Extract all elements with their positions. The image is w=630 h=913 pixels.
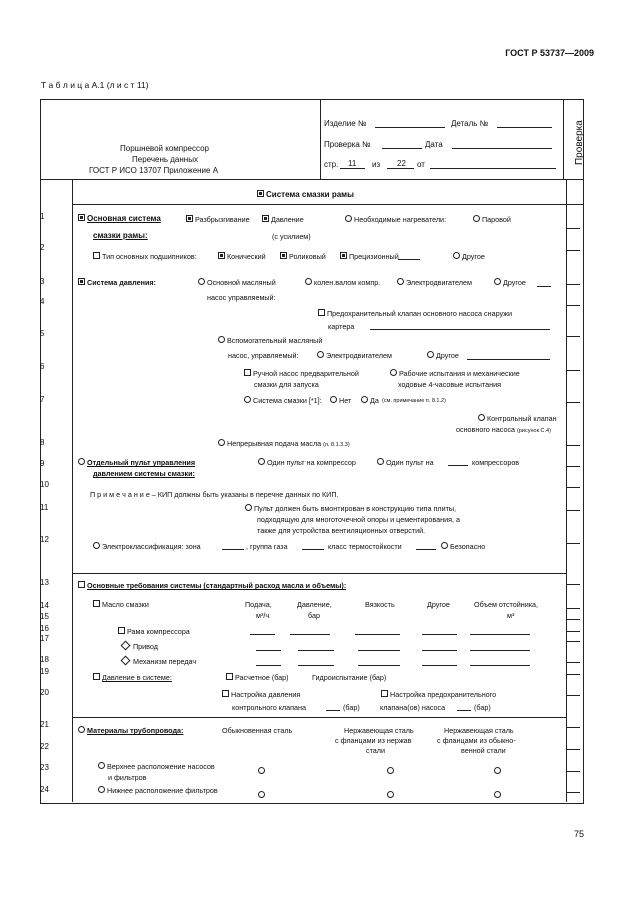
compressors-count-field[interactable] [448, 465, 468, 466]
radio-icon [441, 542, 448, 549]
row-number: 6 [40, 362, 45, 371]
other-header: Другое [427, 600, 450, 609]
lower-ssc-radio[interactable] [494, 785, 503, 803]
from-field[interactable] [430, 168, 556, 169]
page-label: стр. [324, 160, 339, 169]
relief-field[interactable] [370, 329, 550, 330]
row-number: 20 [40, 688, 49, 697]
yes-option[interactable]: Да [361, 396, 379, 405]
check-tick [566, 284, 580, 285]
check-tick [566, 584, 580, 585]
tests-option[interactable]: Рабочие испытания и механические [390, 369, 520, 378]
safe-option[interactable]: Безопасно [441, 542, 485, 551]
from-label: от [417, 160, 425, 169]
radio-icon [494, 791, 501, 798]
electro-class-option[interactable]: Электроклассификация: зона [93, 542, 201, 551]
steam-option[interactable]: Паровой [473, 215, 511, 224]
spray-option[interactable]: Разбрызгивание [186, 215, 250, 224]
lower-location-option[interactable]: Нижнее расположение фильтров [98, 786, 218, 795]
radio-icon [258, 767, 265, 774]
checked-box-icon [78, 214, 85, 221]
other-option[interactable]: Другое [494, 278, 526, 287]
detail-no-label: Деталь № [451, 119, 489, 128]
page-number: 75 [573, 829, 584, 839]
check-tick [566, 370, 580, 371]
ss-header3: стали [366, 746, 386, 755]
upper-carbon-radio[interactable] [258, 761, 267, 779]
title-line2: Перечень данных [132, 155, 198, 164]
radio-icon [361, 396, 368, 403]
radio-icon [198, 278, 205, 285]
check-tick [566, 250, 580, 251]
yes-note: (см. примечание п. 8.1.2) [382, 398, 446, 404]
ss-header2: с фланцами из нержав [335, 736, 412, 745]
feed-header: Подача, [245, 600, 272, 609]
check-no-label: Проверка № [324, 140, 371, 149]
force-note: (с усилием) [272, 232, 311, 241]
checkbox-icon [93, 252, 100, 259]
checkbox-icon [93, 673, 100, 680]
num-column-line [72, 179, 73, 802]
plate-option[interactable]: Пульт должен быть вмонтирован в конструкцию типа плиты, [245, 504, 456, 513]
volume-header: Объем отстойника, [474, 600, 539, 609]
check-tick [566, 641, 580, 642]
aux-other-option[interactable]: Другое [427, 351, 459, 360]
detail-no-field[interactable] [497, 127, 552, 128]
radio-icon [305, 278, 312, 285]
row-number: 1 [40, 212, 45, 221]
title-bottom [40, 179, 583, 180]
check-column-line [566, 179, 567, 802]
other-option[interactable]: Другое [453, 252, 485, 261]
check-tick [566, 662, 580, 663]
checkbox-icon [226, 673, 233, 680]
gear-other-field[interactable] [422, 665, 457, 666]
standard-number: ГОСТ Р 53737—2009 [505, 48, 594, 58]
check-tick [566, 228, 580, 229]
volume-unit: м³ [507, 611, 515, 620]
upper-ss-radio[interactable] [387, 761, 396, 779]
gear-feed-field[interactable] [256, 665, 281, 666]
side-check-label: Проверка [574, 120, 585, 165]
relief-setting-field[interactable] [457, 710, 471, 711]
continuous-flow-option[interactable]: Непрерывная подача масла (п. 8.1.3.3) [218, 439, 350, 448]
radio-icon [427, 351, 434, 358]
row-number: 9 [40, 459, 45, 468]
aux-pump-label2: насос, управляемый: [228, 351, 299, 360]
row-number: 16 [40, 624, 49, 633]
aux-motor-option[interactable]: Электродвигателем [317, 351, 392, 360]
radio-icon [98, 786, 105, 793]
row-number: 2 [40, 243, 45, 252]
upper-ssc-radio[interactable] [494, 761, 503, 779]
checkbox-icon [78, 581, 85, 588]
viscosity-header: Вязкость [365, 600, 395, 609]
checkbox-icon [318, 309, 325, 316]
check-tick [566, 305, 580, 306]
check-tick [566, 792, 580, 793]
manual-pump-label2: смазки для запуска [254, 380, 319, 389]
upper-location-option[interactable]: Верхнее расположение насосов [98, 762, 215, 771]
gear-volume-field[interactable] [470, 665, 530, 666]
pressure-setting-label2: контрольного клапана [232, 703, 306, 712]
relief-valve-label2: картера [328, 322, 355, 331]
main-system-label2: смазки рамы: [93, 231, 148, 240]
relief-setting-unit: (бар) [474, 703, 491, 712]
frame-viscosity-field[interactable] [355, 634, 400, 635]
calc-pressure-option[interactable]: Расчетное (бар) [226, 673, 289, 682]
conical-option[interactable]: Конический [218, 252, 266, 261]
checkbox-icon [244, 369, 251, 376]
radio-icon [218, 439, 225, 446]
pressure-setting-field[interactable] [326, 710, 340, 711]
frame-feed-field[interactable] [250, 634, 275, 635]
check-tick [566, 510, 580, 511]
check-tick [566, 402, 580, 403]
motor-option[interactable]: Электродвигателем [397, 278, 472, 287]
pipe-materials-option[interactable]: Материалы трубопровода: [78, 726, 183, 735]
drive-option[interactable]: Привод [120, 642, 158, 651]
checked-box-icon [218, 252, 225, 259]
check-no-field[interactable] [382, 148, 422, 149]
pressure-system-option[interactable]: Система давления: [78, 278, 156, 287]
radio-icon [345, 215, 352, 222]
separate-panel-label2: давлением системы смазки: [93, 469, 195, 478]
radio-icon [78, 726, 85, 733]
radio-icon [377, 458, 384, 465]
row-number: 19 [40, 667, 49, 676]
relief-setting-option[interactable]: Настройка предохранительного [381, 690, 496, 699]
pressure-unit: бар [308, 611, 320, 620]
row-number: 3 [40, 277, 45, 286]
radio-icon [390, 369, 397, 376]
other-field[interactable] [537, 286, 551, 287]
page-num-line [340, 168, 365, 169]
drive-pressure-field[interactable] [298, 650, 334, 651]
lube-system-option[interactable]: Система смазки [*1]: [244, 396, 322, 405]
ss-header: Нержавеющая сталь [344, 726, 414, 735]
checked-box-icon [340, 252, 347, 259]
no-option[interactable]: Нет [330, 396, 351, 405]
radio-icon [258, 791, 265, 798]
frame-option[interactable]: Рама компрессора [118, 627, 190, 636]
plate-line3: также для устройства вентиляционных отверстий. [257, 526, 426, 535]
check-valve-option[interactable]: Контрольный клапан [478, 414, 557, 423]
radio-icon [387, 767, 394, 774]
section-separator [72, 573, 566, 574]
roller-option[interactable]: Роликовый [280, 252, 326, 261]
row-number: 24 [40, 785, 49, 794]
check-tick [566, 631, 580, 632]
radio-icon [330, 396, 337, 403]
row-number: 22 [40, 742, 49, 751]
section-title-bottom [72, 204, 583, 205]
check-tick [566, 543, 580, 544]
temp-class-field[interactable] [416, 549, 436, 550]
row-number: 15 [40, 612, 49, 621]
radio-icon [397, 278, 404, 285]
one-panel-option[interactable]: Один пульт на компрессор [258, 458, 356, 467]
system-pressure-option[interactable]: Давление в системе: [93, 673, 172, 682]
gas-group-field[interactable] [302, 549, 324, 550]
row-number: 5 [40, 329, 45, 338]
radio-icon [453, 252, 460, 259]
gear-pressure-field[interactable] [298, 665, 334, 666]
pressure-option[interactable]: Давление [262, 215, 304, 224]
row-number: 7 [40, 395, 45, 404]
table-title: Т а б л и ц а А.1 (л и с т 11) [41, 80, 149, 90]
carbon-steel-header: Обыкновенная сталь [222, 726, 293, 735]
ssc-header: Нержавеющая сталь [444, 726, 514, 735]
date-field[interactable] [452, 148, 552, 149]
section-separator [72, 717, 566, 718]
page-total-line [387, 168, 414, 169]
checkbox-icon [381, 690, 388, 697]
main-oil-option[interactable]: Основной масляный [198, 278, 276, 287]
plate-line2: подходящую для многоточечной опоры и цементирования, а [257, 515, 461, 524]
check-tick [566, 487, 580, 488]
check-tick [566, 619, 580, 620]
gas-group-label: , группа газа [246, 542, 288, 551]
tests-label2: ходовые 4-часовые испытания [398, 380, 502, 389]
checkbox-icon [222, 690, 229, 697]
gear-option[interactable]: Механизм передач [120, 657, 196, 666]
frame-other-field[interactable] [422, 634, 457, 635]
oil-label[interactable]: Масло смазки [93, 600, 149, 609]
relief-setting-label2: клапана(ов) насоса [380, 703, 446, 712]
gear-viscosity-field[interactable] [358, 665, 400, 666]
row-number: 12 [40, 535, 49, 544]
radio-icon [78, 458, 85, 465]
compressors-label: компрессоров [472, 458, 520, 467]
lower-ss-radio[interactable] [387, 785, 396, 803]
page-total: 22 [397, 159, 406, 168]
check-valve-label2: основного насоса (рисунок С.4) [456, 425, 551, 434]
drive-feed-field[interactable] [256, 650, 281, 651]
row-number: 10 [40, 480, 49, 489]
check-tick [566, 727, 580, 728]
aux-pump-option[interactable]: Вспомогательный масляный [218, 336, 322, 345]
radio-icon [494, 767, 501, 774]
main-system-option[interactable]: Основная система [78, 214, 161, 223]
radio-icon [93, 542, 100, 549]
row-number: 23 [40, 763, 49, 772]
pressure-setting-unit: (бар) [343, 703, 360, 712]
radio-icon [478, 414, 485, 421]
checkbox-icon [118, 627, 125, 634]
page-num: 11 [348, 159, 357, 168]
bearings-label[interactable]: Тип основных подшипников: [93, 252, 197, 261]
precision-field[interactable] [398, 259, 420, 260]
check-tick [566, 749, 580, 750]
check-tick [566, 674, 580, 675]
lower-carbon-radio[interactable] [258, 785, 267, 803]
section-title: Система смазки рамы [257, 190, 354, 199]
row-number: 21 [40, 720, 49, 729]
checked-box-icon [262, 215, 269, 222]
checked-box-icon [186, 215, 193, 222]
aux-other-field[interactable] [467, 359, 550, 360]
check-tick [566, 608, 580, 609]
check-tick [566, 466, 580, 467]
checked-box-icon [78, 278, 85, 285]
radio-icon [244, 396, 251, 403]
hydro-test-label: Гидроиспытание (бар) [312, 673, 387, 682]
item-no-field[interactable] [375, 127, 445, 128]
one-per-option[interactable]: Один пульт на [377, 458, 434, 467]
crank-option[interactable]: колен.валом компр. [305, 278, 380, 287]
radio-icon [218, 336, 225, 343]
ssc-header2: с фланцами из обыкно- [437, 736, 516, 745]
diamond-icon [121, 656, 131, 666]
kip-note: П р и м е ч а н и е – КИП должны быть указаны в перечне данных по КИП. [90, 490, 339, 499]
checked-box-icon [280, 252, 287, 259]
row-number: 4 [40, 297, 45, 306]
drive-other-field[interactable] [422, 650, 457, 651]
checked-box-icon [257, 190, 264, 197]
requirements-option[interactable]: Основные требования системы (стандартный расход масла и объемы): [78, 581, 346, 590]
radio-icon [387, 791, 394, 798]
radio-icon [473, 215, 480, 222]
main-oil-label2: насос управляемый: [207, 293, 276, 302]
date-label: Дата [425, 140, 443, 149]
radio-icon [494, 278, 501, 285]
checkbox-icon [93, 600, 100, 607]
radio-icon [258, 458, 265, 465]
frame-pressure-field[interactable] [290, 634, 330, 635]
frame-volume-field[interactable] [470, 634, 530, 635]
check-tick [566, 771, 580, 772]
title-divider [320, 99, 321, 179]
item-no-label: Изделие № [324, 119, 367, 128]
diamond-icon [121, 641, 131, 651]
separate-panel-option[interactable]: Отдельный пульт управления [78, 458, 195, 467]
radio-icon [245, 504, 252, 511]
row-number: 18 [40, 655, 49, 664]
drive-volume-field[interactable] [470, 650, 530, 651]
drive-viscosity-field[interactable] [358, 650, 400, 651]
heaters-option[interactable]: Необходимые нагреватели: [345, 215, 446, 224]
zone-field[interactable] [222, 549, 244, 550]
feed-unit: м³/ч [256, 611, 270, 620]
title-line1: Поршневой компрессор [120, 144, 209, 153]
row-number: 17 [40, 634, 49, 643]
title-line3: ГОСТ Р ИСО 13707 Приложение А [89, 166, 219, 175]
row-number: 11 [40, 503, 49, 512]
row-number: 13 [40, 578, 49, 587]
upper-location-label2: и фильтров [108, 773, 147, 782]
row-number: 14 [40, 601, 49, 610]
radio-icon [98, 762, 105, 769]
ssc-header3: венной стали [461, 746, 506, 755]
pressure-header: Давление, [297, 600, 332, 609]
radio-icon [317, 351, 324, 358]
manual-pump-option[interactable]: Ручной насос предварительной [244, 369, 359, 378]
check-tick [566, 445, 580, 446]
check-tick [566, 695, 580, 696]
check-tick [566, 336, 580, 337]
pressure-setting-option[interactable]: Настройка давления [222, 690, 300, 699]
temp-class-label: класс термостойкости [328, 542, 402, 551]
relief-valve-option[interactable]: Предохранительный клапан основного насоса снаружи [318, 309, 512, 318]
precision-option[interactable]: Прецизионный [340, 252, 399, 261]
side-divider [563, 99, 564, 179]
row-number: 8 [40, 438, 45, 447]
of-label: из [372, 160, 381, 169]
